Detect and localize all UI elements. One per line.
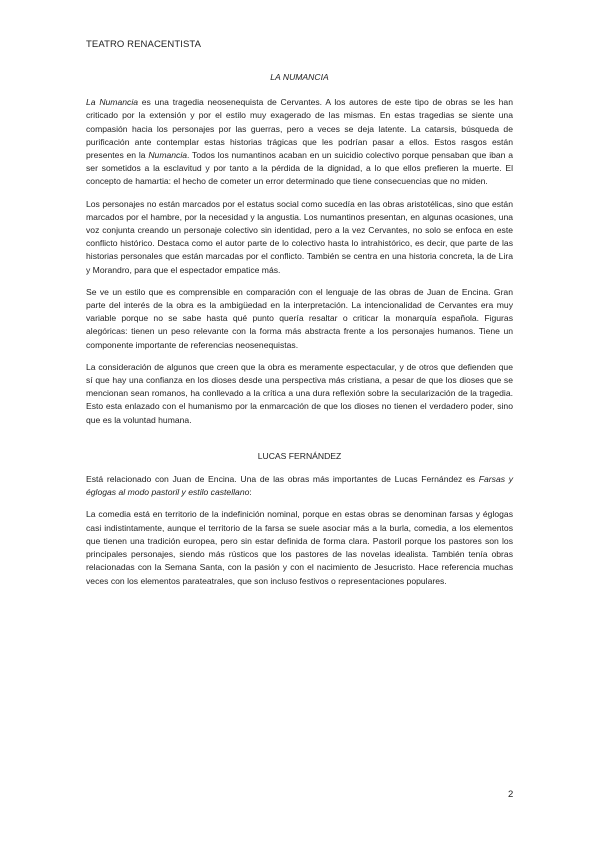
paragraph-text: Está relacionado con Juan de Encina. Una de las obras más importantes de Lucas Fernández es [86, 474, 479, 485]
paragraph-text: . Todos los numantinos acaban en un suicidio colectivo porque pensaban que iban a ser sometidos a la esclavitud y por tanto a la pérdida de la dignidad, a lo que ellos prefieren la muerte. El concepto de hamartia: el hecho de cometer un error determinado que tiene consecuencias que no miden. [86, 150, 513, 187]
page-number: 2 [508, 789, 514, 800]
paragraph [86, 473, 513, 499]
italic-title: Farsas y églogas al modo pastoril y estilo castellano [86, 474, 514, 498]
paragraph [86, 96, 513, 188]
section-title-lucas-fernandez: LUCAS FERNÁNDEZ [257, 450, 342, 461]
paragraph-text: es una tragedia neosenequista de Cervantes. A los autores de este tipo de obras se les han criticado por la extensión y por el estilo muy exagerado de las mismas. En estas tragedias se siente una compasión hacia los personajes por las guerras, pero a veces se deja latente. La catarsis, búsqueda de purificación ante contemplar estas historias trágicas que les podrían pasar a ellos. Estos rasgos están presentes en la [86, 97, 513, 161]
paragraph-text: : [249, 487, 252, 498]
paragraph: La consideración de algunos que creen que la obra es meramente espectacular, y de otros que defienden que sí que hay una confianza en los dioses desde una perspectiva más cristiana, a pesar de que los dioses que se mencionan sean romanos, ha conllevado a la crítica a una dura reflexión sobre la secularización de la tragedia. Esto esta enlazado con el humanismo por la enmarcación de que los dioses no tienen el verdadero poder, sino que es la voluntad humana. [86, 361, 513, 425]
paragraph: Se ve un estilo que es comprensible en comparación con el lenguaje de las obras de Juan de Encina. Gran parte del interés de la obra es la ambigüedad en la interpretación. La intencionalidad de Cervantes era muy variable porque no se sabe hasta qué punto quería resaltar o criticar la monarquía española. Figuras alegóricas: tienen un peso relevante con la forma más abstracta frente a los personajes humanos. Tiene un componente importante de referencias neosenequistas. [86, 286, 513, 350]
italic-title: La Numancia [86, 97, 139, 108]
paragraph: Los personajes no están marcados por el estatus social como sucedía en las obras aristotélicas, sino que están marcados por el hambre, por la necesidad y la angustia. Los numantinos presentan, en algunas ocasiones, una voz conjunta creando un personaje colectivo sin identidad, pero a la vez Cervantes, no solo se enfoca en este conflicto histórico. Destaca como el autor parte de lo colectivo hasta lo intrahistórico, es decir, que parte de las historias personales que están marcadas por el conflicto. También se centra en una historia concreta, la de Lira y Morandro, para que el espectador empatice más. [86, 198, 513, 275]
paragraph: La comedia está en territorio de la indefinición nominal, porque en estas obras se denominan farsas y églogas casi indistintamente, aunque el territorio de la farsa se suele asociar más a la burla, comedia, a los elementos que tienen una tradición europea, pero sin estar definida de forma clara. Pastoril porque los pastores son los principales personajes, siendo más rústicos que los pastores de las novelas idealista. También tenía obras relacionadas con la Semana Santa, con la pasión y con el nacimiento de Jesucristo. Hace referencia muchas veces con los elementos parateatrales, que son incluso festivos o representaciones populares. [86, 509, 513, 586]
running-header: TEATRO RENACENTISTA [86, 39, 202, 50]
italic-title: Numancia [148, 150, 188, 161]
page-content [86, 71, 513, 597]
section-title-numancia: LA NUMANCIA [270, 72, 329, 82]
